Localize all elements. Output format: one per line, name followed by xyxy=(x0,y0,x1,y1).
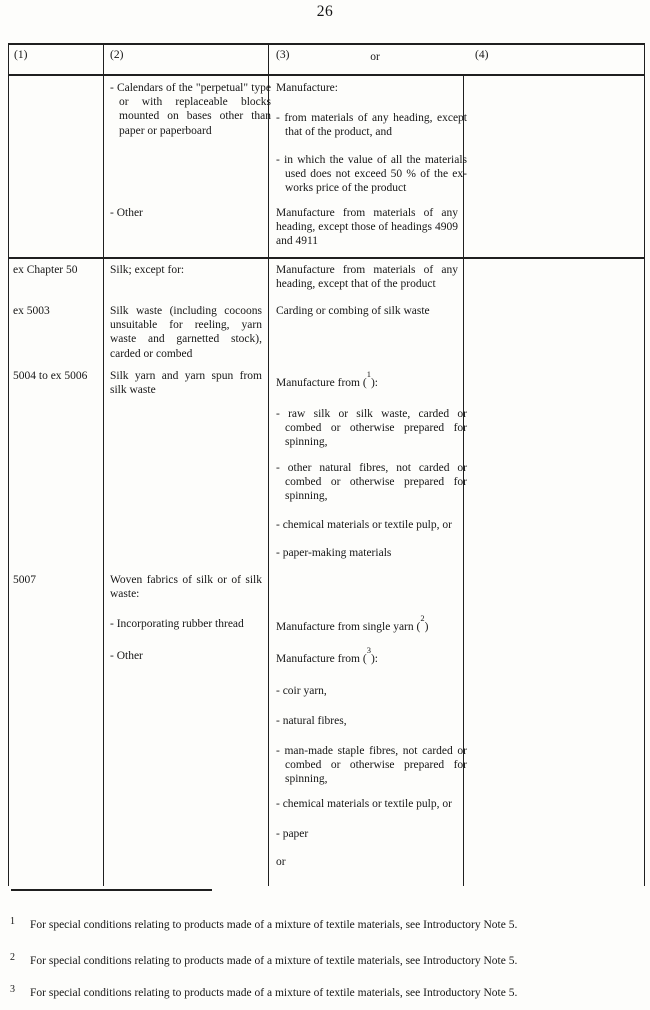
rule-5007-pre: Manufacture from ( xyxy=(276,653,367,665)
cell-manufacture-label: Manufacture: xyxy=(276,82,338,94)
header-col2: (2) xyxy=(110,49,124,61)
footnote-3-marker: 3 xyxy=(10,984,15,995)
header-col1: (1) xyxy=(14,49,28,61)
footnote-ref-1: 1 xyxy=(366,369,371,380)
cell-desc-woven-fabrics: Woven fabrics of silk or of silk waste: xyxy=(110,574,262,601)
cell-bullet-raw-silk: - raw silk or silk waste, carded or combed or otherwise prepared for spinning, xyxy=(276,408,467,449)
cell-sub-incorporating-rubber: - Incorporating rubber thread xyxy=(110,618,244,630)
cell-heading-ex-chapter-50: ex Chapter 50 xyxy=(13,264,78,276)
header-col3: (3) xyxy=(276,49,290,61)
footnote-2-text: For special conditions relating to products made of a mixture of textile materials, see Introductory Note 5. xyxy=(30,955,518,967)
cell-bullet-paper-making: - paper-making materials xyxy=(276,547,392,559)
footnote-1 xyxy=(10,916,630,931)
cell-bullet-chemical-or-pulp: - chemical materials or textile pulp, or xyxy=(276,798,452,810)
cell-desc-silk-except: Silk; except for: xyxy=(110,264,185,276)
header-bottom-border xyxy=(8,74,645,76)
table-right-border xyxy=(644,43,645,886)
footnote-1-marker: 1 xyxy=(10,916,15,927)
cell-heading-5007: 5007 xyxy=(13,574,36,586)
cell-rule-single-yarn xyxy=(276,613,458,634)
cell-rule-intro-5007 xyxy=(276,645,458,666)
cell-bullet-value-50: - in which the value of all the materials used does not exceed 50 % of the ex-works price of the product xyxy=(276,154,467,195)
section-separator-line xyxy=(8,257,645,259)
rule-intro-pre: Manufacture from ( xyxy=(276,377,367,389)
cell-sub-other-label: - Other xyxy=(110,650,143,662)
cell-bullet-man-made-staple: - man-made staple fibres, not carded or combed or otherwise prepared for spinning, xyxy=(276,745,467,786)
column-divider-1-2 xyxy=(103,43,104,886)
cell-or-connector: or xyxy=(276,856,286,868)
cell-bullet-other-natural-fibres: - other natural fibres, not carded or combed or otherwise prepared for spinning, xyxy=(276,462,467,503)
footnote-2 xyxy=(10,952,630,967)
cell-rule-intro-5004 xyxy=(276,369,458,390)
table-left-border xyxy=(8,43,9,886)
cell-rule-carding: Carding or combing of silk waste xyxy=(276,305,430,317)
page-number: 26 xyxy=(316,3,334,20)
footnote-3-text: For special conditions relating to products made of a mixture of textile materials, see Introductory Note 5. xyxy=(30,987,518,999)
rule-5007-post: ): xyxy=(370,653,378,665)
cell-rule-silk-chapter: Manufacture from materials of any heading, except that of the product xyxy=(276,264,458,291)
header-or-label: or xyxy=(370,51,380,63)
cell-other-label: - Other xyxy=(110,207,143,219)
cell-heading-5004: 5004 to ex 5006 xyxy=(13,370,88,382)
footnote-1-text: For special conditions relating to products made of a mixture of textile materials, see Introductory Note 5. xyxy=(30,919,518,931)
footnote-2-marker: 2 xyxy=(10,952,15,963)
cell-bullet-natural-fibres: - natural fibres, xyxy=(276,715,347,727)
header-col4: (4) xyxy=(475,49,489,61)
rule-single-yarn-pre: Manufacture from single yarn ( xyxy=(276,621,421,633)
footnote-3 xyxy=(10,984,630,999)
footnote-rule xyxy=(11,889,212,891)
cell-desc-silk-yarn: Silk yarn and yarn spun from silk waste xyxy=(110,370,262,397)
cell-bullet-chemical-materials: - chemical materials or textile pulp, or xyxy=(276,519,452,531)
cell-other-rule: Manufacture from materials of any heading, except those of headings 4909 and 4911 xyxy=(276,207,458,248)
rule-intro-post: ): xyxy=(370,377,378,389)
footnote-ref-2: 2 xyxy=(420,613,425,624)
rule-single-yarn-post: ) xyxy=(424,621,429,633)
cell-desc-silk-waste: Silk waste (including cocoons unsuitable for reeling, yarn waste and garnetted stock), carded or combed xyxy=(110,305,262,360)
cell-bullet-paper: - paper xyxy=(276,828,309,840)
cell-bullet-coir-yarn: - coir yarn, xyxy=(276,685,327,697)
cell-calendars-description: - Calendars of the "perpetual" type or with replaceable blocks mounted on bases other than paper or paperboard xyxy=(110,82,271,137)
cell-heading-ex-5003: ex 5003 xyxy=(13,305,50,317)
footnote-ref-3: 3 xyxy=(366,645,371,656)
cell-bullet-any-heading: - from materials of any heading, except that of the product, and xyxy=(276,112,467,139)
column-divider-2-3 xyxy=(268,43,269,886)
